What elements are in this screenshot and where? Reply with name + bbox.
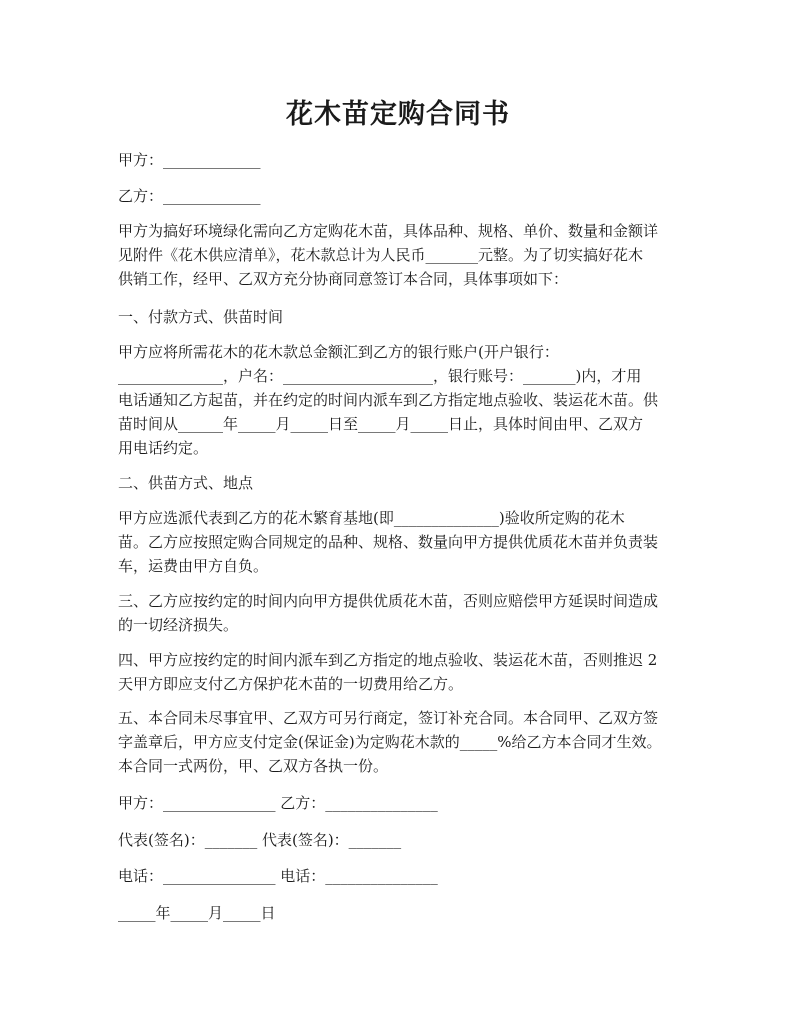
section1-heading: 一、付款方式、供苗时间 [118, 308, 284, 326]
intro-line: 供销工作，经甲、乙双方充分协商同意签订本合同，具体事项如下： [118, 270, 569, 288]
section1-line: 甲方应将所需花木的花木款总金额汇到乙方的银行账户(开户银行： [118, 343, 559, 361]
section1-body [118, 340, 683, 460]
section2-line: 苗。乙方应按照定购合同规定的品种、规格、数量向甲方提供优质花木苗并负责装 [118, 533, 659, 551]
intro-line: 见附件《花木供应清单》，花木款总计为人民币_______元整。为了切实搞好花木 [118, 246, 644, 264]
section3-line: 三、乙方应按约定的时间内向甲方提供优质花木苗，否则应赔偿甲方延误时间造成 [118, 592, 659, 610]
signature-parties-line: 甲方：_______________ 乙方：_______________ [118, 794, 438, 812]
signature-representatives-line: 代表(签名)：_______ 代表(签名)：_______ [118, 831, 402, 849]
section1-line: 苗时间从______年_____月_____日至_____月_____日止，具体时间由甲、乙双方 [118, 415, 644, 433]
section1-line: 电话通知乙方起苗，并在约定的时间内派车到乙方指定地点验收、装运花木苗。供 [118, 391, 659, 409]
section2-heading: 二、供苗方式、地点 [118, 474, 254, 492]
party-a-line: 甲方：_____________ [118, 151, 261, 169]
section4-line: 四、甲方应按约定的时间内派车到乙方指定的地点验收、装运花木苗，否则推迟 2 [118, 651, 658, 669]
section2-body [118, 506, 683, 578]
section1-line: ______________，户名：____________________，银行账号：_______)内，才用 [118, 367, 642, 385]
section5-line: 五、本合同未尽事宜甲、乙双方可另行商定，签订补充合同。本合同甲、乙双方签 [118, 709, 659, 727]
section5-line: 字盖章后，甲方应支付定金(保证金)为定购花木款的_____%给乙方本合同才生效。 [118, 733, 662, 751]
section3-line: 的一切经济损失。 [118, 616, 239, 634]
intro-paragraph [118, 219, 683, 291]
section1-line: 用电话约定。 [118, 439, 209, 457]
signature-phones-line: 电话：_______________ 电话：_______________ [118, 867, 438, 885]
signature-date-line: _____年_____月_____日 [118, 904, 276, 922]
section5-paragraph [118, 706, 683, 778]
section2-line: 甲方应选派代表到乙方的花木繁育基地(即______________)验收所定购的花木 [118, 509, 625, 527]
intro-line: 甲方为搞好环境绿化需向乙方定购花木苗，具体品种、规格、单价、数量和金额详 [118, 222, 659, 240]
section5-line: 本合同一式两份，甲、乙双方各执一份。 [118, 757, 389, 775]
document-title: 花木苗定购合同书 [286, 99, 510, 130]
section4-line: 天甲方即应支付乙方保护花木苗的一切费用给乙方。 [118, 675, 464, 693]
party-b-line: 乙方：_____________ [118, 187, 261, 205]
section3-paragraph [118, 589, 683, 637]
section2-line: 车，运费由甲方自负。 [118, 557, 269, 575]
section4-paragraph [118, 648, 683, 696]
